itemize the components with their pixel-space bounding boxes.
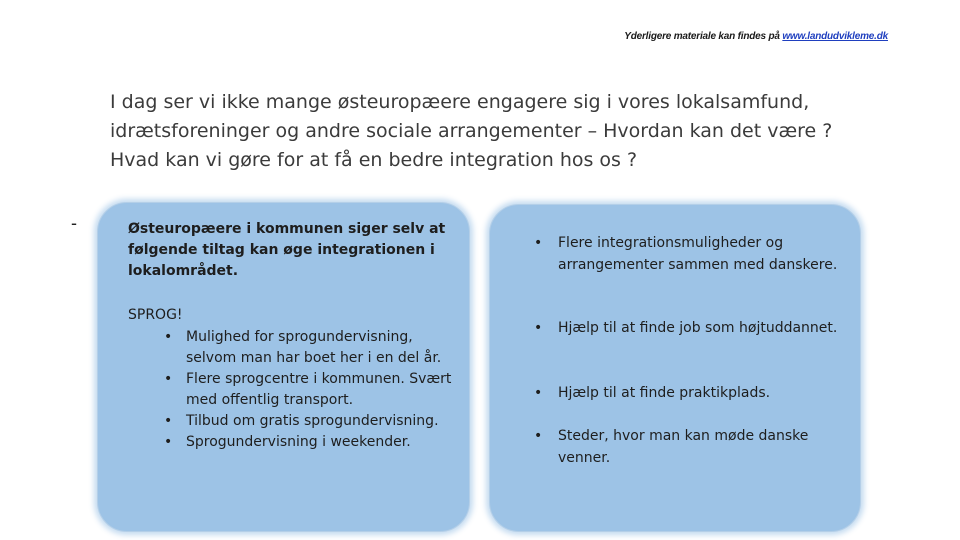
website-link[interactable]: www.landudvikleme.dk [782,31,888,42]
list-item: • Flere sprogcentre i kommunen. Svært med offentlig transport. [164,369,464,411]
list-item-text: Hjælp til at finde job som højtuddannet. [558,320,838,336]
list-item-text: Flere integrationsmuligheder og arrangementer sammen med danskere. [558,235,838,273]
list-item [534,425,844,469]
heading-line: Hvad kan vi gøre for at få en bedre integration hos os ? [110,149,638,171]
bullet-icon: • [534,320,543,336]
header-note [624,31,888,42]
left-card-subhead: SPROG! [128,307,183,323]
bullet-icon: • [534,235,543,251]
left-card [97,202,470,532]
bullet-icon: • [534,385,543,401]
list-item-text: Steder, hvor man kan møde danske venner. [558,428,809,466]
list-item-text: Hjælp til at finde praktikplads. [558,385,771,401]
list-item [534,232,844,276]
list-item [534,317,844,339]
left-card-title: Østeuropæere i kommunen siger selv at følgende tiltag kan øge integrationen i lokalområdet. [128,221,446,279]
heading-line: idrætsforeninger og andre sociale arrangementer – Hvordan kan det være ? [110,120,833,142]
page-heading [110,88,890,175]
list-item: • Tilbud om gratis sprogundervisning. [164,411,464,432]
bullet-icon: • [534,428,543,444]
list-item: • Mulighed for sprogundervisning, selvom man har boet her i en del år. [164,327,464,369]
right-card [489,204,861,532]
dash-marker: - [71,213,77,233]
left-card-list [164,327,464,453]
list-item: • Sprogundervisning i weekender. [164,432,464,453]
header-note-text: Yderligere materiale kan findes på [624,31,783,42]
heading-line: I dag ser vi ikke mange østeuropæere engagere sig i vores lokalsamfund, [110,91,810,113]
list-item [534,382,844,404]
